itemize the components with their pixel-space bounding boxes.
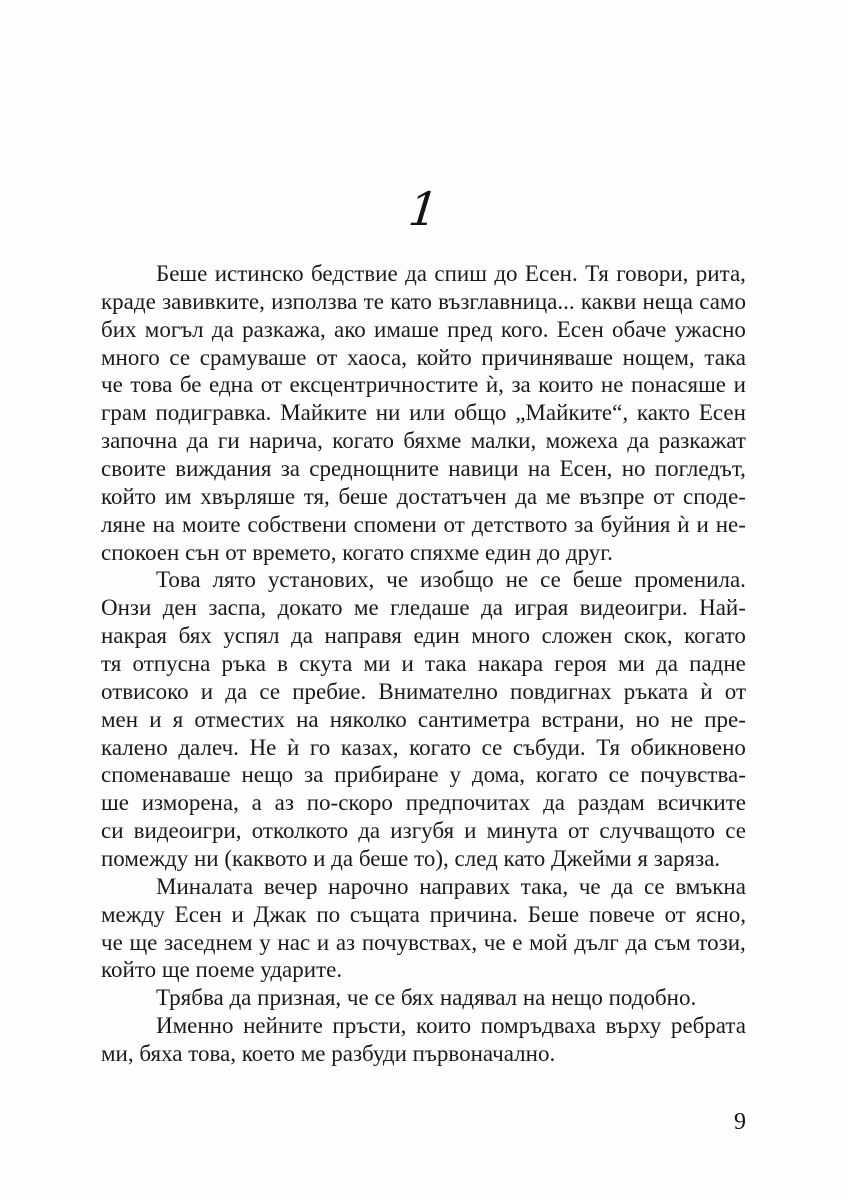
chapter-number: 1 (406, 182, 441, 236)
text-block (101, 260, 746, 1068)
page-number: 9 (734, 1109, 746, 1135)
text-line: Трябва да призная, че се бях надявал на нещо подобно. (156, 985, 697, 1011)
paragraph (101, 873, 746, 984)
text-line: калено далеч. Не ѝ го казах, когато се събуди. Тя обикновено (101, 734, 746, 760)
text-line: ше изморена, а аз по-скоро предпочитах да раздам всичките (101, 790, 746, 816)
text-line: ми, бяха това, което ме разбуди първоначално. (101, 1041, 556, 1067)
text-line: че това бе една от ексцентричностите ѝ, за които не понасяше и (101, 372, 746, 398)
text-line: който им хвърляше тя, беше достатъчен да ме възпре от споде- (101, 483, 746, 509)
text-line: Миналата вечер нарочно направих така, че да се вмъкна (156, 873, 746, 899)
paragraph (101, 260, 746, 566)
text-line: помежду ни (каквото и да беше то), след като Джейми я заряза. (101, 846, 721, 872)
text-line: накрая бях успял да направя един много сложен скок, когато (101, 623, 746, 649)
paragraph (101, 566, 746, 872)
text-line: бих могъл да разкажа, ако имаше пред кого. Есен обаче ужасно (101, 316, 746, 342)
text-line: че ще заседнем у нас и аз почувствах, че е мой дълг да съм този, (101, 929, 746, 955)
text-line: мен и я отместих на няколко сантиметра встрани, но не пре- (101, 706, 746, 732)
text-line: тя отпусна ръка в скута ми и така накара героя ми да падне (101, 651, 746, 677)
text-line: който ще поеме ударите. (101, 957, 343, 983)
text-line: Беше истинско бедствие да спиш до Есен. Тя говори, рита, (156, 261, 746, 286)
text-line: грам подигравка. Майките ни или общо „Майките“, както Есен (101, 400, 746, 426)
text-line: между Есен и Джак по същата причина. Беше повече от ясно, (101, 901, 746, 927)
text-line: Това лято установих, че изобщо не се беше променила. (156, 567, 746, 593)
text-line: започна да ги нарича, когато бяхме малки, можеха да разкажат (101, 428, 746, 454)
paragraph (101, 1012, 746, 1068)
text-line: отвисоко и да се пребие. Внимателно повдигнах ръката ѝ от (101, 678, 746, 704)
text-line: си видеоигри, отколкото да изгубя и минута от случващото се (101, 818, 746, 844)
text-line: спокоен сън от времето, когато спяхме един до друг. (101, 539, 613, 565)
text-line: ляне на моите собствени спомени от детството за буйния ѝ и не- (101, 511, 746, 537)
text-line: краде завивките, използва те като възглавница... какви неща само (101, 288, 746, 314)
text-line: своите виждания за среднощните навици на Есен, но погледът, (101, 456, 746, 482)
text-line: Онзи ден заспа, докато ме гледаше да играя видеоигри. Най- (101, 595, 746, 621)
paragraph (101, 984, 746, 1012)
text-line: споменаваше нещо за прибиране у дома, когато се почувства- (101, 762, 746, 788)
text-line: Именно нейните пръсти, които помръдваха върху ребрата (156, 1013, 746, 1039)
text-line: много се срамуваше от хаоса, който причиняваше нощем, така (101, 344, 746, 370)
